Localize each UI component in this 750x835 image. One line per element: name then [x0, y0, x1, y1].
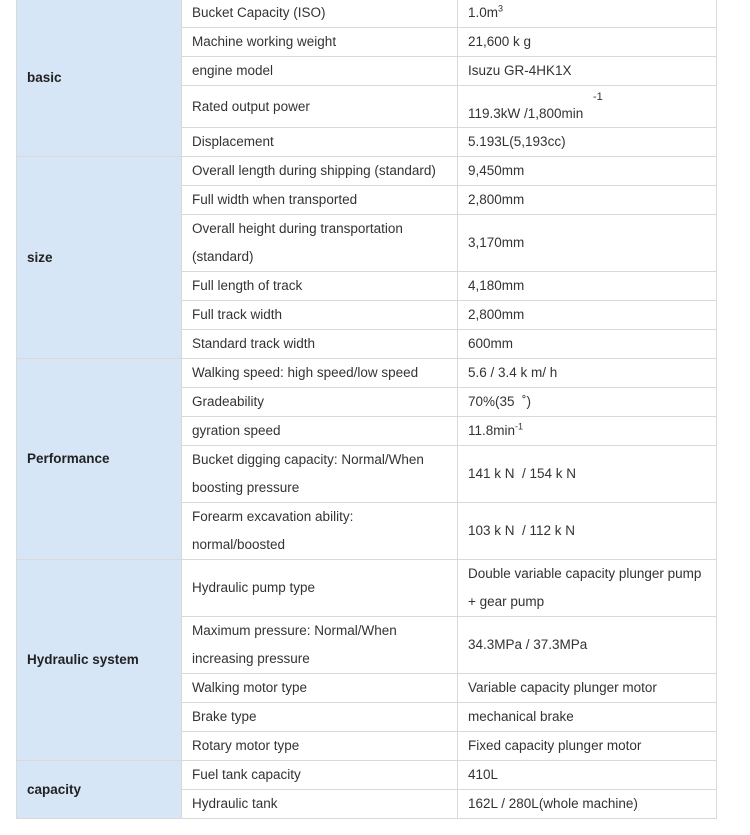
- rated-value-wrap: [468, 90, 706, 121]
- spec-value: [458, 417, 717, 446]
- spec-value-text: 410L: [468, 767, 499, 782]
- spec-value-superscript: -1: [515, 421, 524, 432]
- spec-label: Rated output power: [182, 86, 458, 128]
- spec-value: [458, 272, 717, 301]
- spec-value: [458, 761, 717, 790]
- spec-value-text: Variable capacity plunger motor: [468, 680, 657, 695]
- spec-value-text: Isuzu GR-4HK1X: [468, 63, 572, 78]
- spec-value: [458, 0, 717, 28]
- spec-value-text: 2,800mm: [468, 192, 525, 207]
- spec-value: [458, 28, 717, 57]
- spec-label: Bucket Capacity (ISO): [182, 0, 458, 28]
- spec-value: [458, 359, 717, 388]
- spec-value-text: 5.193L(5,193cc): [468, 134, 566, 149]
- spec-row: [17, 359, 717, 388]
- spec-value: [458, 388, 717, 417]
- spec-label: Overall height during transportation (standard): [182, 215, 458, 272]
- spec-label: Brake type: [182, 703, 458, 732]
- spec-label: Walking speed: high speed/low speed: [182, 359, 458, 388]
- spec-value: [458, 790, 717, 819]
- spec-label: Rotary motor type: [182, 732, 458, 761]
- spec-value-text: 5.6 / 3.4 k m/ h: [468, 365, 558, 380]
- spec-row: [17, 157, 717, 186]
- spec-value: [458, 330, 717, 359]
- spec-value-text: 34.3MPa / 37.3MPa: [468, 637, 588, 652]
- spec-row: [17, 0, 717, 28]
- spec-value: [458, 57, 717, 86]
- spec-label: gyration speed: [182, 417, 458, 446]
- spec-label: engine model: [182, 57, 458, 86]
- spec-label: Full length of track: [182, 272, 458, 301]
- spec-value: [458, 703, 717, 732]
- spec-value: [458, 674, 717, 703]
- category-cell: size: [17, 157, 182, 359]
- spec-value-text: Double variable capacity plunger pump + gear pump: [468, 566, 702, 609]
- spec-value-text: 70%(35 ˚): [468, 394, 532, 409]
- spec-label: Full width when transported: [182, 186, 458, 215]
- category-cell: basic: [17, 0, 182, 157]
- spec-label: Fuel tank capacity: [182, 761, 458, 790]
- spec-table-body: [17, 0, 717, 819]
- spec-value-exponent: -1: [593, 90, 603, 103]
- spec-value: [458, 617, 717, 674]
- spec-value: [458, 560, 717, 617]
- spec-value: [458, 157, 717, 186]
- spec-value-text: 1.0m: [468, 5, 499, 20]
- spec-row: [17, 761, 717, 790]
- spec-label: Gradeability: [182, 388, 458, 417]
- spec-value: [458, 732, 717, 761]
- category-cell: capacity: [17, 761, 182, 819]
- spec-value-text: 21,600 k g: [468, 34, 532, 49]
- spec-value-text: 103 k N / 112 k N: [468, 523, 576, 538]
- spec-value-text: mechanical brake: [468, 709, 574, 724]
- spec-value: [458, 215, 717, 272]
- spec-label: Machine working weight: [182, 28, 458, 57]
- spec-value: [458, 186, 717, 215]
- spec-value-text: 3,170mm: [468, 235, 525, 250]
- spec-value: [458, 86, 717, 128]
- spec-value-text: 162L / 280L(whole machine): [468, 796, 638, 811]
- spec-label: Forearm excavation ability: normal/boosted: [182, 503, 458, 560]
- spec-value-text: 4,180mm: [468, 278, 525, 293]
- spec-table: [16, 0, 717, 819]
- spec-value-text: 119.3kW /1,800min: [468, 105, 584, 121]
- spec-value-text: Fixed capacity plunger motor: [468, 738, 642, 753]
- spec-label: Full track width: [182, 301, 458, 330]
- spec-value: [458, 503, 717, 560]
- spec-label: Overall length during shipping (standard): [182, 157, 458, 186]
- spec-label: Walking motor type: [182, 674, 458, 703]
- spec-value: [458, 301, 717, 330]
- category-cell: Performance: [17, 359, 182, 560]
- spec-value-text: 141 k N / 154 k N: [468, 466, 577, 481]
- spec-label: Maximum pressure: Normal/When increasing pressure: [182, 617, 458, 674]
- spec-value-text: 9,450mm: [468, 163, 525, 178]
- spec-row: [17, 560, 717, 617]
- spec-label: Hydraulic tank: [182, 790, 458, 819]
- spec-value-superscript: 3: [498, 3, 504, 14]
- spec-label: Standard track width: [182, 330, 458, 359]
- spec-value: [458, 446, 717, 503]
- spec-value-text: 600mm: [468, 336, 514, 351]
- spec-label: Displacement: [182, 128, 458, 157]
- spec-value-text: 2,800mm: [468, 307, 525, 322]
- spec-label: Hydraulic pump type: [182, 560, 458, 617]
- spec-label: Bucket digging capacity: Normal/When boosting pressure: [182, 446, 458, 503]
- spec-value: [458, 128, 717, 157]
- spec-value-text: 11.8min: [468, 423, 516, 438]
- category-cell: Hydraulic system: [17, 560, 182, 761]
